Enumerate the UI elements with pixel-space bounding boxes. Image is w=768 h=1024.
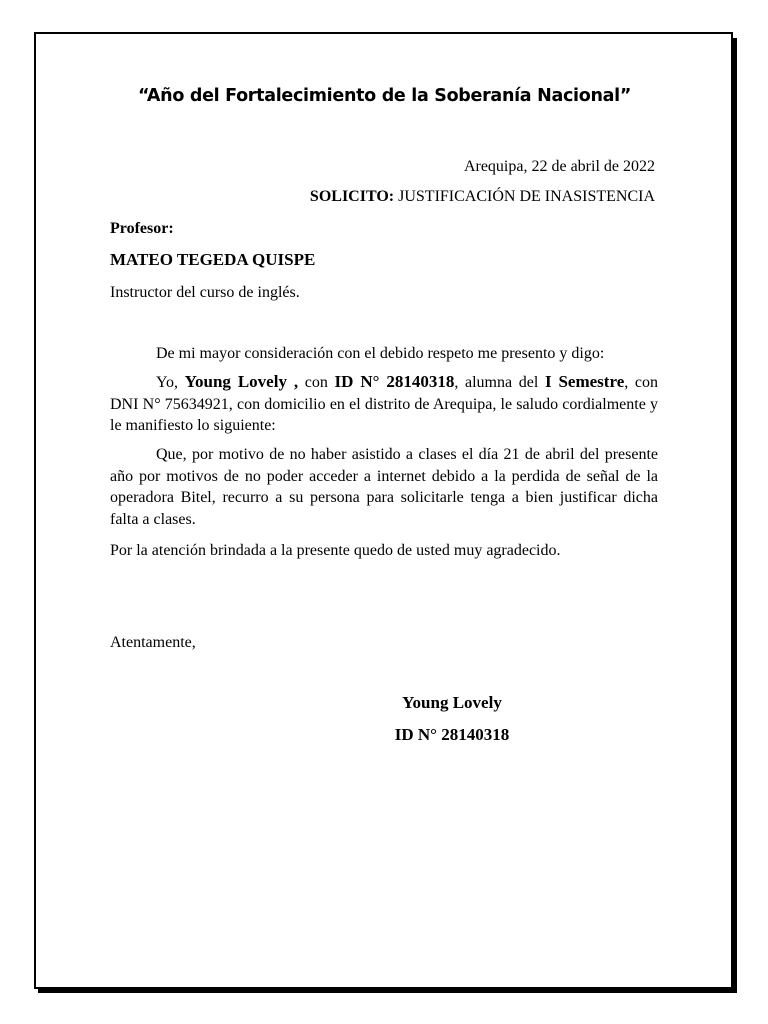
intro-text-4: , con DNI N° 75634921, con domicilio en el distrito de Arequipa, le saludo cordialmente y le manifiesto lo siguiente: <box>110 374 659 434</box>
intro-text-2: con <box>298 374 335 391</box>
thanks-paragraph: Por la atención brindada a la presente quedo de usted muy agradecido. <box>110 542 561 559</box>
subject-label: SOLICITO: <box>309 188 395 205</box>
recipient-role: Instructor del curso de inglés. <box>110 284 300 301</box>
student-name: Young Lovely , <box>184 372 299 391</box>
signature-id: ID N° 28140318 <box>394 725 510 744</box>
intro-paragraph <box>110 371 658 437</box>
recipient-name: MATEO TEGEDA QUISPE <box>110 250 316 269</box>
signature-name: Young Lovely <box>402 693 502 712</box>
year-motto-heading: “Año del Fortalecimiento de la Soberanía Nacional” <box>137 86 632 106</box>
page-shadow-right <box>733 38 737 993</box>
student-semester: I Semestre <box>544 372 625 391</box>
subject-text: JUSTIFICACIÓN DE INASISTENCIA <box>394 188 655 205</box>
subject-line <box>310 187 655 207</box>
intro-text-3: , alumna del <box>454 374 545 391</box>
student-id: ID N° 28140318 <box>334 372 455 391</box>
closing-line: Atentamente, <box>110 634 196 651</box>
page-shadow-bottom <box>38 989 737 993</box>
date-line: Arequipa, 22 de abril de 2022 <box>463 158 655 175</box>
recipient-title: Profesor: <box>110 220 174 237</box>
intro-text-1: Yo, <box>156 374 185 391</box>
greeting-paragraph: De mi mayor consideración con el debido respeto me presento y digo: <box>156 345 605 362</box>
body-paragraph: Que, por motivo de no haber asistido a clases el día 21 de abril del presente año por motivos de no poder acceder a internet debido a la perdida de señal de la operadora Bitel, recurro a su persona para solicitarle tenga a bien justificar dicha falta a clases. <box>110 446 658 528</box>
